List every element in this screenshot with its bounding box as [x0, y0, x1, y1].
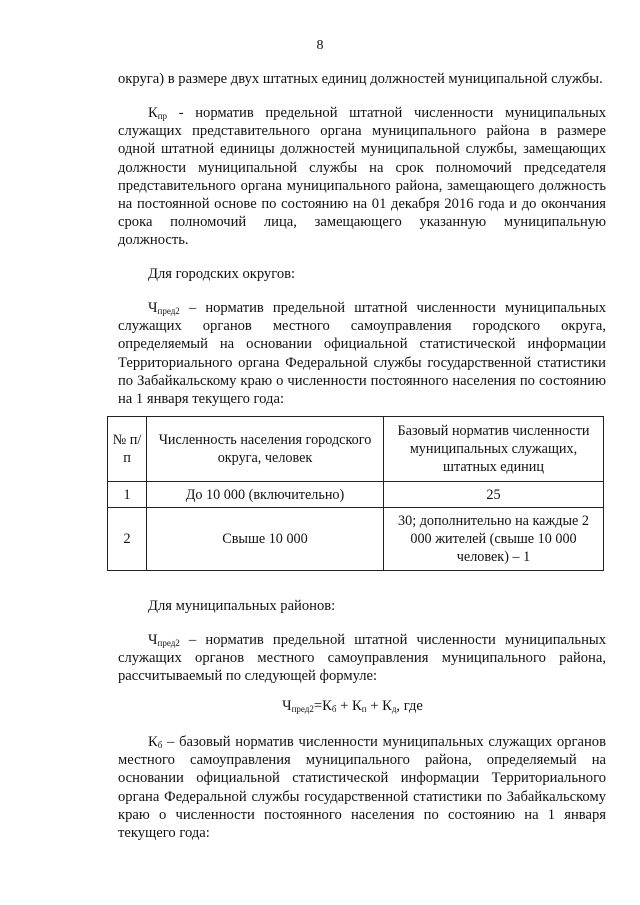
- symbol-k: К: [148, 105, 158, 121]
- formula-tail: , где: [396, 698, 423, 714]
- table-cell: 2: [108, 508, 147, 571]
- table-row: [108, 482, 604, 508]
- formula-subscript: д: [391, 704, 397, 714]
- table-cell: 30; дополнительно на каждые 2 000 жителей (свыше 10 000 человек) – 1: [384, 508, 604, 571]
- paragraph-chpred2-districts: [118, 631, 606, 686]
- definition-text: – норматив предельной штатной численности муниципальных служащих органов местного самоуправления городского округа, определяемый на основании официальной статистической информации Территориального органа Федеральной службы государственной статистики по Забайкальскому краю о численности постоянного населения по состоянию на 1 января текущего года:: [118, 300, 606, 408]
- formula-term: =К: [313, 698, 332, 714]
- symbol-subscript: пр: [157, 111, 168, 121]
- definition-text: – базовый норматив численности муниципальных служащих органов местного самоуправления муниципального района, определяемый на основании официальной статистической информации Территориального органа Федеральной службы государственной статистики по Забайкальскому краю о численности постоянного населения по состоянию на 1 января текущего года:: [118, 734, 606, 842]
- formula-term: Ч: [282, 698, 292, 714]
- header-cell-number: № п/п: [108, 417, 147, 482]
- table-cell: Свыше 10 000: [147, 508, 384, 571]
- heading-urban-districts: Для городских округов:: [148, 266, 296, 282]
- staffing-norm-table: [107, 416, 604, 571]
- table-cell: До 10 000 (включительно): [147, 482, 384, 508]
- table-row: [108, 508, 604, 571]
- paragraph-kpr-definition: [118, 104, 606, 250]
- definition-text: - норматив предельной штатной численности муниципальных служащих представительного органа муниципального района в размере одной штатной единицы должностей муниципальной службы, замещающих должности муниципальной службы на срок полномочий председателя представительного органа муниципального района, замещающего должность на постоянной основе по состоянию на 01 декабря 2016 года и до окончания срока полномочий лица, замещающего указанную муниципальную должность.: [118, 105, 606, 249]
- paragraph-kb-definition: [118, 733, 606, 842]
- header-cell-base-norm: Базовый норматив численности муниципальных служащих, штатных единиц: [384, 417, 604, 482]
- header-cell-population: Численность населения городского округа, человек: [147, 417, 384, 482]
- formula-term: + К: [366, 698, 392, 714]
- table-cell: 25: [384, 482, 604, 508]
- symbol-subscript: пред2: [157, 638, 180, 648]
- paragraph-chpred2-urban: [118, 299, 606, 408]
- formula: [0, 698, 640, 715]
- formula-subscript: б: [331, 704, 337, 714]
- table-header-row: [108, 417, 604, 482]
- formula-subscript: п: [361, 704, 367, 714]
- paragraph-continuation: округа) в размере двух штатных единиц должностей муниципальной службы.: [118, 71, 603, 87]
- symbol-subscript: пред2: [157, 306, 180, 316]
- symbol-k: К: [148, 734, 158, 750]
- definition-text: – норматив предельной штатной численности муниципальных служащих органов местного самоуправления муниципального района, рассчитываемый по следующей формуле:: [118, 632, 606, 685]
- table-cell: 1: [108, 482, 147, 508]
- heading-municipal-districts: Для муниципальных районов:: [148, 598, 336, 614]
- formula-subscript: пред2: [291, 704, 314, 714]
- symbol-ch: Ч: [148, 300, 158, 316]
- symbol-ch: Ч: [148, 632, 158, 648]
- symbol-subscript: б: [157, 740, 163, 750]
- page-number: 8: [316, 38, 324, 53]
- formula-term: + К: [336, 698, 362, 714]
